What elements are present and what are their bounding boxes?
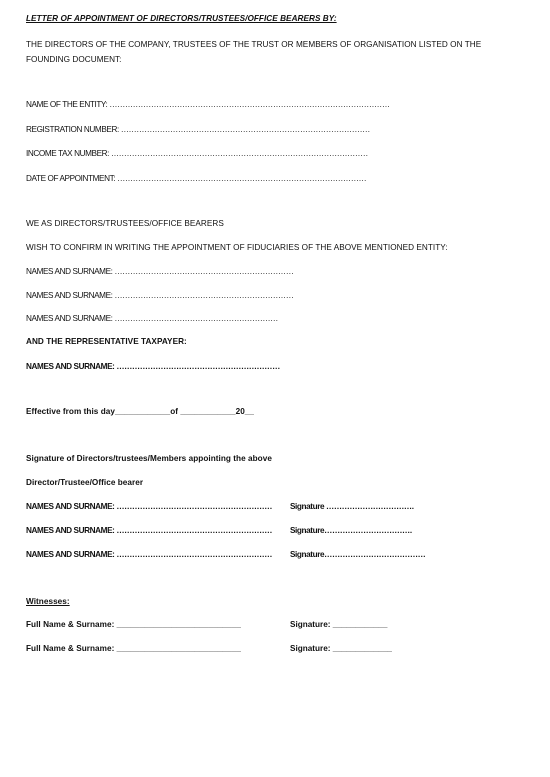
sign-row-2-name: NAMES AND SURNAME: ……………………………………………………: [26, 526, 273, 535]
sign-row-1-name: NAMES AND SURNAME: ……………………………………………………: [26, 502, 273, 511]
document-heading: LETTER OF APPOINTMENT OF DIRECTORS/TRUSTEES/OFFICE BEARERS BY:: [26, 14, 337, 23]
witness-row-2-signature: Signature: _____________: [290, 644, 392, 653]
witnesses-heading: Witnesses:: [26, 597, 70, 606]
witness-row-1-signature: Signature: ____________: [290, 620, 388, 629]
wish-to-confirm-line: WISH TO CONFIRM IN WRITING THE APPOINTMENT OF FIDUCIARIES OF THE ABOVE MENTIONED ENTITY:: [26, 243, 448, 252]
sign-row-3-signature: Signature…………………………………: [290, 550, 426, 559]
names-field-2: NAMES AND SURNAME: ……………………………………………………………: [26, 291, 294, 300]
sign-row-3-name: NAMES AND SURNAME: ……………………………………………………: [26, 550, 273, 559]
sign-row-1-signature: Signature …………………………….: [290, 502, 414, 511]
names-field-1: NAMES AND SURNAME: ……………………………………………………………: [26, 267, 294, 276]
witness-row-2-name: Full Name & Surname: ___________________________: [26, 644, 241, 653]
registration-number-field: REGISTRATION NUMBER: ……………………………………………………………………………………: [26, 125, 370, 134]
signature-subheading: Director/Trustee/Office bearer: [26, 478, 144, 487]
names-field-3: NAMES AND SURNAME: ………………………………………………………: [26, 314, 278, 323]
entity-name-field: NAME OF THE ENTITY: ………………………………………………………………………………………………: [26, 100, 390, 109]
intro-line-1: THE DIRECTORS OF THE COMPANY, TRUSTEES OF THE TRUST OR MEMBERS OF ORGANISATION LISTED ON THE: [26, 40, 482, 49]
effective-date-line: Effective from this day____________of ____________20__: [26, 407, 255, 416]
date-of-appointment-field: DATE OF APPOINTMENT: ……………………………………………………………………………………: [26, 174, 367, 183]
we-as-line: WE AS DIRECTORS/TRUSTEES/OFFICE BEARERS: [26, 219, 224, 228]
signature-heading: Signature of Directors/trustees/Members appointing the above: [26, 454, 272, 463]
sign-row-2-signature: Signature…………………………….: [290, 526, 412, 535]
representative-name-field: NAMES AND SURNAME: ………………………………………………………: [26, 362, 280, 371]
witness-row-1-name: Full Name & Surname: ___________________________: [26, 620, 241, 629]
income-tax-number-field: INCOME TAX NUMBER: ………………………………………………………………………………………: [26, 149, 368, 158]
intro-line-2: FOUNDING DOCUMENT:: [26, 55, 122, 64]
representative-heading: AND THE REPRESENTATIVE TAXPAYER:: [26, 337, 187, 346]
